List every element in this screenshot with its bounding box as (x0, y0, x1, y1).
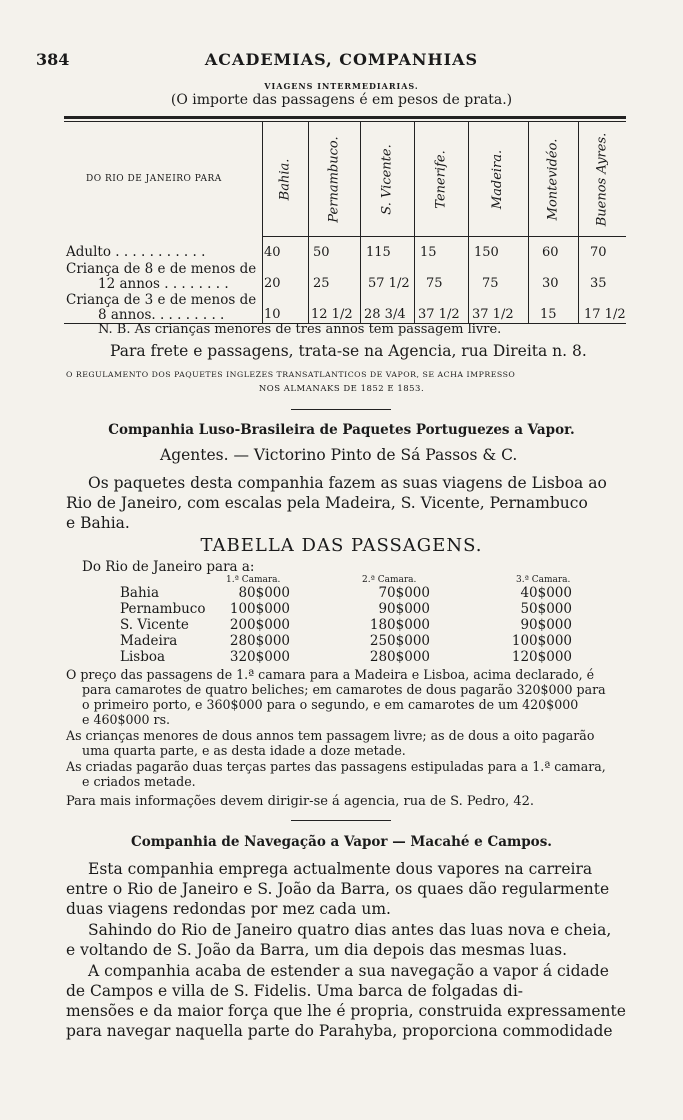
page-number: 384 (36, 50, 70, 69)
macahe-line: Esta companhia emprega actualmente dous vapores na carreira (88, 860, 593, 878)
fare-dest: Bahia (120, 585, 160, 601)
regulation-line-1: O REGULAMENTO DOS PAQUETES INGLEZES TRANSATLANTICOS DE VAPOR, SE ACHA IMPRESSO (66, 370, 516, 379)
col-header-3: 3.ª Camara. (516, 575, 571, 585)
table-cell: 12 1/2 (311, 307, 353, 322)
row-label-crianca-8: Criança de 8 e de menos de (66, 261, 257, 277)
table-cell: 60 (542, 245, 559, 260)
row-label-adulto: Adulto . . . . . . . . . . . (66, 244, 206, 260)
fare-dest: Pernambuco (120, 601, 206, 617)
voyages-note: N. B. As crianças menores de tres annos tem passagem livre. (98, 322, 502, 337)
luso-note-line: e 460$000 rs. (82, 712, 171, 727)
voyages-title: VIAGENS INTERMEDIARIAS. (264, 81, 419, 91)
macahe-line: entre o Rio de Janeiro e S. João da Barra, os quaes dão regularmente (66, 880, 610, 898)
table-cell: 20 (264, 276, 281, 291)
macahe-line: para navegar naquella parte do Parahyba, proporciona commodidade (66, 1022, 613, 1040)
macahe-line: A companhia acaba de estender a sua navegação a vapor á cidade (88, 962, 609, 980)
luso-note-line: As crianças menores de dous annos tem passagem livre; as de dous a oito pagarão (66, 728, 595, 743)
table-cell: 35 (590, 276, 607, 291)
macahe-title: Companhia de Navegação a Vapor — Macahé e Campos. (131, 834, 552, 850)
table-cell: 40 (264, 245, 281, 260)
dest-header-tenerife: Tenerife. (433, 149, 449, 209)
passagens-table-title: TABELLA DAS PASSAGENS. (200, 535, 483, 556)
dest-header-s-vicente: S. Vicente. (379, 143, 395, 215)
regulation-line-2: NOS ALMANAKS DE 1852 E 1853. (258, 384, 425, 394)
fare-c2: 70$000 (378, 585, 430, 601)
section-divider (291, 820, 391, 821)
fare-c1: 280$000 (229, 633, 290, 649)
luso-agents: Agentes. — Victorino Pinto de Sá Passos & C. (160, 446, 518, 464)
luso-note-line: O preço das passagens de 1.ª camara para a Madeira e Lisboa, acima declarado, é (66, 667, 595, 682)
fare-c1: 200$000 (229, 617, 290, 633)
fare-c1: 80$000 (238, 585, 290, 601)
table-cell: 115 (366, 245, 391, 260)
fare-c3: 50$000 (520, 601, 572, 617)
luso-note-line: uma quarta parte, e as desta idade a doze metade. (82, 743, 406, 758)
fare-c3: 120$000 (511, 649, 572, 665)
table-cell: 37 1/2 (472, 307, 514, 322)
table-header-rule (262, 236, 626, 237)
macahe-line: e voltando de S. João da Barra, um dia depois das mesmas luas. (66, 941, 567, 959)
section-divider (291, 409, 391, 410)
macahe-line: Sahindo do Rio de Janeiro quatro dias antes das luas nova e cheia, (88, 921, 612, 939)
luso-note-line: para camarotes de quatro beliches; em camarotes de dous pagarão 320$000 para (82, 682, 606, 697)
luso-title: Companhia Luso-Brasileira de Paquetes Portuguezes a Vapor. (108, 422, 575, 438)
luso-note-line: As criadas pagarão duas terças partes das passagens estipuladas para a 1.ª camara, (66, 759, 606, 774)
fare-c2: 90$000 (378, 601, 430, 617)
dest-header-bahia: Bahia. (277, 158, 293, 200)
macahe-line: mensões e da maior força que lhe é propria, construida expressamente (66, 1002, 626, 1020)
macahe-line: de Campos e villa de S. Fidelis. Uma barca de folgadas di- (66, 982, 524, 1000)
fare-c3: 100$000 (511, 633, 572, 649)
dest-header-montevideo: Montevidéo. (545, 138, 561, 220)
luso-note-line: Para mais informações devem dirigir-se á agencia, rua de S. Pedro, 42. (66, 794, 535, 809)
col-header-2: 2.ª Camara. (362, 575, 417, 585)
fare-c2: 180$000 (369, 617, 430, 633)
dest-header-pernambuco: Pernambuco. (326, 135, 342, 223)
luso-para-line: Os paquetes desta companhia fazem as suas viagens de Lisboa ao (88, 474, 607, 492)
fare-c1: 100$000 (229, 601, 290, 617)
table-cell: 10 (264, 307, 281, 322)
fare-c2: 250$000 (369, 633, 430, 649)
table-cell: 75 (426, 276, 443, 291)
table-cell: 25 (313, 276, 330, 291)
row-label-crianca-8-cont: 12 annos . . . . . . . . (98, 276, 229, 292)
table-cell: 15 (540, 307, 557, 322)
luso-note-line: e criados metade. (82, 774, 196, 789)
fare-dest: Lisboa (120, 649, 166, 665)
row-label-crianca-3: Criança de 3 e de menos de (66, 292, 257, 308)
fare-c1: 320$000 (229, 649, 290, 665)
luso-para-line: Rio de Janeiro, com escalas pela Madeira, S. Vicente, Pernambuco (66, 494, 588, 512)
fare-c3: 40$000 (520, 585, 572, 601)
row-label-crianca-3-cont: 8 annos. . . . . . . . . (98, 307, 225, 323)
table-cell: 37 1/2 (418, 307, 460, 322)
from-label: Do Rio de Janeiro para a: (82, 559, 255, 575)
table-cell: 15 (420, 245, 437, 260)
fare-c2: 280$000 (369, 649, 430, 665)
fare-c3: 90$000 (520, 617, 572, 633)
table-top-rule (64, 116, 626, 119)
table-cell: 70 (590, 245, 607, 260)
voyages-subtitle: (O importe das passagens é em pesos de prata.) (170, 92, 513, 108)
fare-dest: S. Vicente (120, 617, 189, 633)
table-cell: 28 3/4 (364, 307, 406, 322)
table-cell: 50 (313, 245, 330, 260)
dest-header-buenos-ayres: Buenos Ayres. (594, 132, 610, 226)
freight-line: Para frete e passagens, trata-se na Agencia, rua Direita n. 8. (110, 342, 587, 360)
luso-note-line: o primeiro porto, e 360$000 para o segundo, e em camarotes de um 420$000 (82, 697, 579, 712)
running-title: ACADEMIAS, COMPANHIAS (204, 50, 479, 69)
macahe-line: duas viagens redondas por mez cada um. (66, 900, 391, 918)
row-header: DO RIO DE JANEIRO PARA (86, 174, 222, 184)
table-cell: 57 1/2 (368, 276, 410, 291)
table-cell: 17 1/2 (584, 307, 626, 322)
col-header-1: 1.ª Camara. (226, 575, 281, 585)
fare-dest: Madeira (120, 633, 178, 649)
table-cell: 150 (474, 245, 499, 260)
table-cell: 75 (482, 276, 499, 291)
dest-header-madeira: Madeira. (490, 149, 506, 209)
luso-para-line: e Bahia. (66, 514, 130, 532)
table-cell: 30 (542, 276, 559, 291)
